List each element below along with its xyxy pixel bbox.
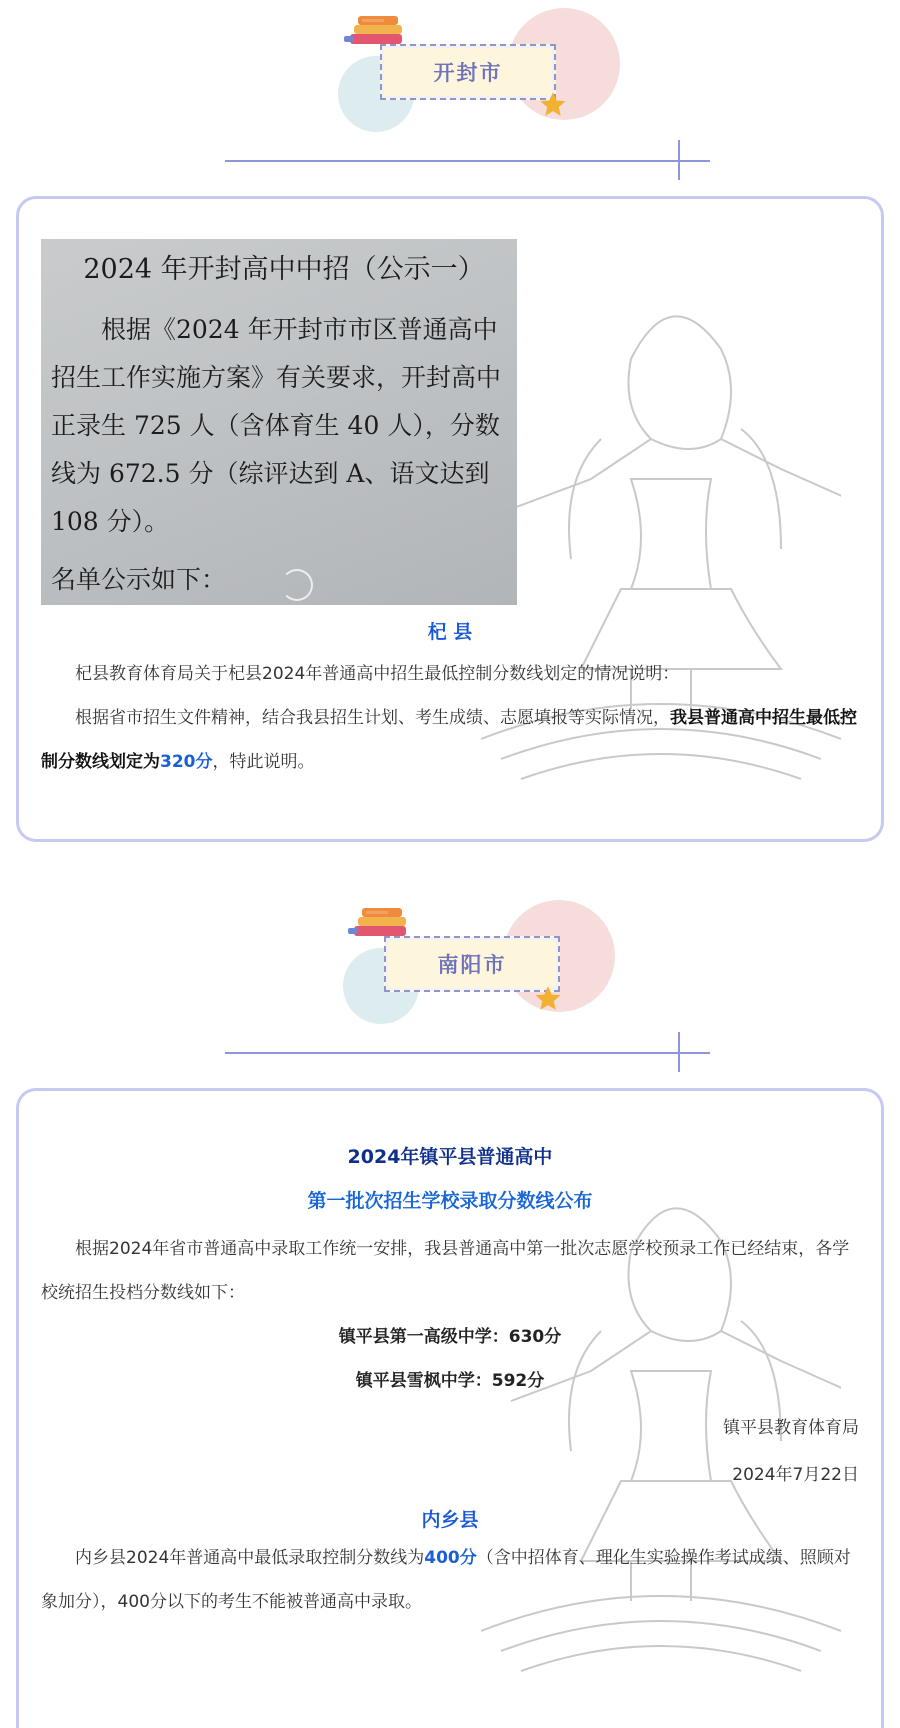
paragraph-zhenping: 根据2024年省市普通高中录取工作统一安排，我县普通高中第一批次志愿学校预录工作已经结束，各学校统招生投档分数线如下： <box>41 1239 850 1303</box>
notice-title: 2024 年开封高中中招（公示一） <box>83 254 485 285</box>
notice-body: 根据《2024 年开封市市区普通高中招生工作实施方案》有关要求，开封高中正录生 725 人（含体育生 40 人），分数线为 672.5 分（综评达到 A、语文达到 108 分）。 <box>51 315 502 536</box>
score-highlight: 320分 <box>160 752 213 772</box>
divider-line <box>225 1052 710 1054</box>
badge-label: 南阳市 <box>437 953 507 977</box>
divider-tick <box>678 140 680 180</box>
date: 2024年7月22日 <box>732 1465 859 1485</box>
divider-tick <box>678 1032 680 1072</box>
books-icon <box>348 904 418 940</box>
content-card-nanyang <box>16 1088 884 1728</box>
text-suffix: ，特此说明。 <box>212 752 315 772</box>
section-header-nanyang <box>0 892 900 1092</box>
section-header-kaifeng <box>0 0 900 200</box>
content-card-kaifeng <box>16 196 884 842</box>
text-bold: 我县普通高中招生最低控制分数线划定为 <box>41 708 857 772</box>
star-icon <box>538 90 568 120</box>
heading-zhenping: 2024年镇平县普通高中 <box>347 1146 553 1168</box>
text-prefix: 内乡县2024年普通高中最低录取控制分数线为 <box>75 1548 425 1568</box>
text-suffix: （含中招体育、理化生实验操作考试成绩、照顾对象加分），400分以下的考生不能被普通高中录取。 <box>41 1548 851 1612</box>
paragraph-qixian-score <box>41 696 859 784</box>
divider-line <box>225 160 710 162</box>
notice-image <box>41 239 517 605</box>
paragraph-neixiang <box>41 1536 859 1624</box>
county-title-qixian: 杞 县 <box>427 621 473 643</box>
card-content <box>19 1091 881 1624</box>
paragraph-qixian-intro: 杞县教育体育局关于杞县2024年普通高中招生最低控制分数线划定的情况说明： <box>75 664 680 684</box>
signature: 镇平县教育体育局 <box>723 1418 859 1438</box>
score-highlight: 400分 <box>424 1548 477 1568</box>
school-score-line: 镇平县第一高级中学：630分 <box>338 1327 562 1347</box>
books-icon <box>344 12 414 48</box>
county-title-neixiang: 内乡县 <box>421 1509 479 1531</box>
star-icon <box>533 984 563 1014</box>
badge <box>380 44 556 100</box>
subheading-zhenping: 第一批次招生学校录取分数线公布 <box>307 1190 593 1212</box>
text-prefix: 根据省市招生文件精神，结合我县招生计划、考生成绩、志愿填报等实际情况， <box>75 708 670 728</box>
notice-list-line: 名单公示如下： <box>51 565 227 594</box>
loading-spinner-icon <box>281 569 313 601</box>
card-content <box>19 239 881 784</box>
school-score-line: 镇平县雪枫中学：592分 <box>355 1371 545 1391</box>
badge-label: 开封市 <box>433 61 503 85</box>
